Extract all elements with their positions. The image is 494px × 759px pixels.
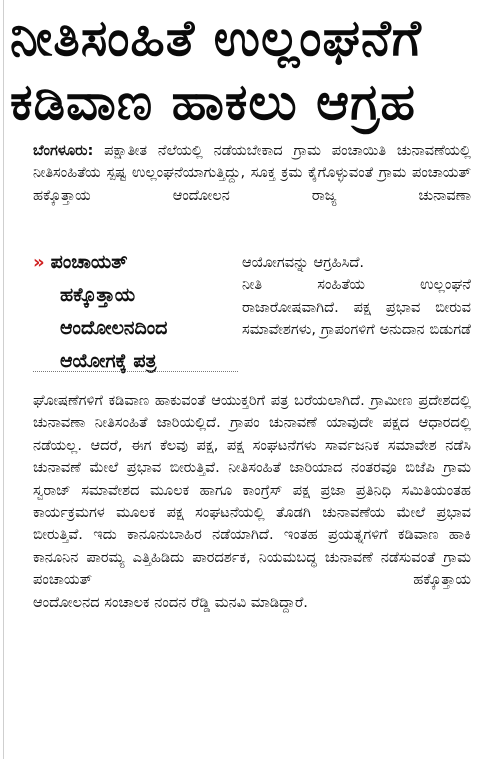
side-body: ನೀತಿ ಸಂಹಿತೆಯ ಉಲ್ಲಂಘನೆ ರಾಜಾರೋಷವಾಗಿದೆ. ಪಕ್ಷ ಪ್ರಭಾವ ಬೀರುವ ಸಮಾವೇಶಗಳು, ಗ್ರಾಪಂಗಳಿಗೆ ಅನುದಾನ ಬಿಡುಗಡೆ: [242, 276, 471, 339]
pull-quote-line-3: ಆಂದೋಲನದಿಂದ: [60, 317, 168, 339]
headline-line-1: ನೀತಿಸಂಹಿತೆ ಉಲ್ಲಂಘನೆಗೆ: [10, 9, 422, 67]
pull-quote: [33, 246, 238, 378]
lead-text: ಪಕ್ಷಾತೀತ ನೆಲೆಯಲ್ಲಿ ನಡೆಯಬೇಕಾದ ಗ್ರಾಮ ಪಂಚಾಯಿತಿ ಚುನಾವಣೆಯಲ್ಲಿ ನೀತಿಸಂಹಿತೆಯ ಸ್ಪಷ್ಟ ಉಲ್ಲಂಘನೆಯಾಗುತ್ತಿದ್ದು, ಸೂಕ್ತ ಕ್ರಮ ಕೈಗೊಳ್ಳುವಂತೆ ಗ್ರಾಮ ಪಂಚಾಯತ್ ಹಕ್ಕೊತ್ತಾಯ ಆಂದೋಲನ ರಾಜ್ಯ ಚುನಾವಣಾ: [33, 142, 471, 204]
pull-quote-line-4: ಆಯೋಗಕ್ಕೆ ಪತ್ರ: [60, 350, 157, 372]
body-last-line: ಆಂದೋಲನದ ಸಂಚಾಲಕ ನಂದನ ರೆಡ್ಡಿ ಮನವಿ ಮಾಡಿದ್ದಾರೆ.: [33, 593, 308, 611]
side-column-text: [242, 252, 471, 342]
pull-quote-line-2: ಹಕ್ಕೊತ್ತಾಯ: [60, 284, 136, 306]
article-body-paragraph: [33, 390, 471, 614]
pull-quote-line-1: [33, 246, 238, 279]
dateline: ಬೆಂಗಳೂರು:: [33, 142, 94, 159]
pull-quote-text-1: ಪಂಚಾಯತ್: [50, 251, 128, 273]
arrow-icon: »: [33, 252, 45, 273]
headline-line-2: ಕಡಿವಾಣ ಹಾಕಲು ಆಗ್ರಹ: [10, 73, 416, 131]
side-first-line: ಆಯೋಗವನ್ನು ಆಗ್ರಹಿಸಿದೆ.: [242, 254, 365, 271]
column-rule: [3, 0, 4, 759]
body-text: ಘೋಷಣೆಗಳಿಗೆ ಕಡಿವಾಣ ಹಾಕುವಂತೆ ಆಯುಕ್ತರಿಗೆ ಪತ್ರ ಬರೆಯಲಾಗಿದೆ. ಗ್ರಾಮೀಣ ಪ್ರದೇಶದಲ್ಲಿ ಚುನಾವಣಾ ನೀತಿಸಂಹಿತೆ ಜಾರಿಯಲ್ಲಿದೆ. ಗ್ರಾಪಂ ಚುನಾವಣೆ ಯಾವುದೇ ಪಕ್ಷದ ಆಧಾರದಲ್ಲಿ ನಡೆಯಲ್ಲ. ಆದರೆ, ಈಗ ಕೆಲವು ಪಕ್ಷ, ಪಕ್ಷ ಸಂಘಟನೆಗಳು ಸಾರ್ವಜನಿಕ ಸಮಾವೇಶ ನಡೆಸಿ ಚುನಾವಣೆ ಮೇಲೆ ಪ್ರಭಾವ ಬೀರುತ್ತಿವೆ. ನೀತಿಸಂಹಿತೆ ಜಾರಿಯಾದ ನಂತರವೂ ಬಿಜೆಪಿ ಗ್ರಾಮ ಸ್ವರಾಜ್ ಸಮಾವೇಶದ ಮೂಲಕ ಹಾಗೂ ಕಾಂಗ್ರೆಸ್ ಪಕ್ಷ ಪ್ರಜಾ ಪ್ರತಿನಿಧಿ ಸಮಿತಿಯಂತಹ ಕಾರ್ಯಕ್ರಮಗಳ ಮೂಲಕ ಪಕ್ಷ ಸಂಘಟನೆಯಲ್ಲಿ ತೊಡಗಿ ಚುನಾವಣೆಯ ಮೇಲೆ ಪ್ರಭಾವ ಬೀರುತ್ತಿವೆ. ಇದು ಕಾನೂನುಬಾಹಿರ ನಡೆಯಾಗಿದೆ. ಇಂತಹ ಪ್ರಯತ್ನಗಳಿಗೆ ಕಡಿವಾಣ ಹಾಕಿ ಕಾನೂನಿನ ಪಾರಮ್ಯ ಎತ್ತಿಹಿಡಿದು ಪಾರದರ್ಶಕ, ನಿಯಮಬದ್ಧ ಚುನಾವಣೆ ನಡೆಸುವಂತೆ ಗ್ರಾಮ ಪಂಚಾಯತ್ ಹಕ್ಕೊತ್ತಾಯ: [33, 392, 471, 589]
pull-quote-divider: [33, 371, 238, 372]
article-lead-paragraph: [33, 140, 471, 207]
